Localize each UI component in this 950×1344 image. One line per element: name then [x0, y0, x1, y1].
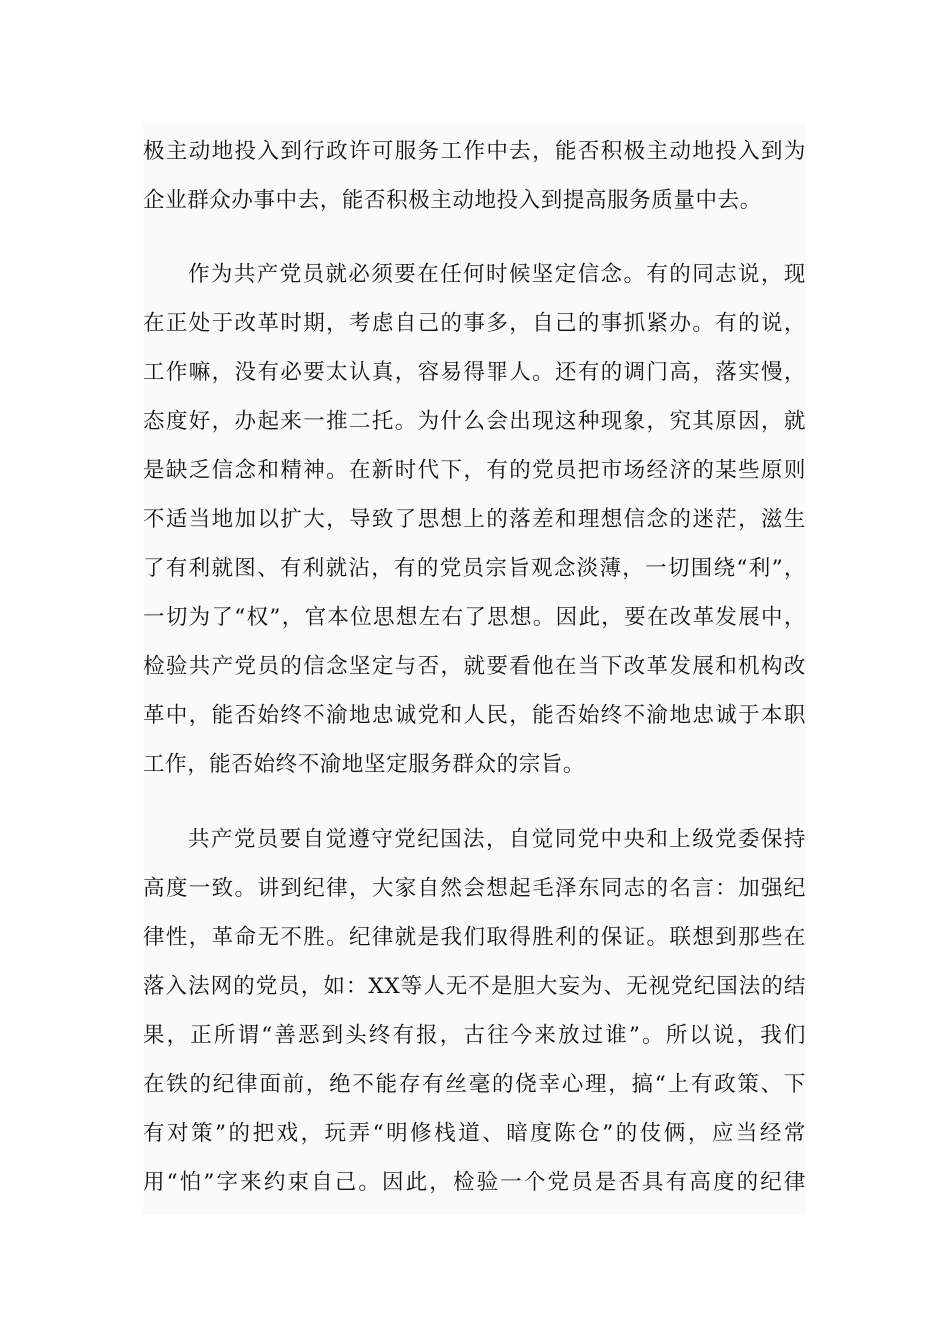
text-line-5: 工作嘛，没有必要太认真，容易得罪人。还有的调门高，落实慢， [143, 360, 806, 385]
text-line-7: 是缺乏信念和精神。在新时代下，有的党员把市场经济的某些原则 [143, 458, 806, 483]
text-line-14: 共产党员要自觉遵守党纪国法，自觉同党中央和上级党委保持 [188, 827, 806, 852]
document-body [143, 123, 806, 1215]
text-line-20: 有对策”的把戏，玩弄“明修栈道、暗度陈仓”的伎俩，应当经常 [143, 1121, 806, 1146]
text-line-15: 高度一致。讲到纪律，大家自然会想起毛泽东同志的名言：加强纪 [143, 876, 806, 901]
text-line-11: 检验共产党员的信念坚定与否，就要看他在当下改革发展和机构改 [143, 654, 806, 679]
text-line-2: 企业群众办事中去，能否积极主动地投入到提高服务质量中去。 [143, 188, 762, 213]
text-line-13: 工作，能否始终不渝地坚定服务群众的宗旨。 [143, 752, 586, 777]
text-line-17: 落入法网的党员，如：XX等人无不是胆大妄为、无视党纪国法的结 [143, 974, 806, 999]
text-line-10: 一切为了“权”，官本位思想左右了思想。因此，要在改革发展中， [143, 605, 806, 630]
text-line-9: 了有利就图、有利就沾，有的党员宗旨观念淡薄，一切围绕“利”， [143, 556, 806, 581]
text-line-16: 律性，革命无不胜。纪律就是我们取得胜利的保证。联想到那些在 [143, 925, 806, 950]
text-line-8: 不适当地加以扩大，导致了思想上的落差和理想信念的迷茫，滋生 [143, 507, 806, 532]
text-line-12: 革中，能否始终不渝地忠诚党和人民，能否始终不渝地忠诚于本职 [143, 703, 806, 728]
text-line-21: 用“怕”字来约束自己。因此，检验一个党员是否具有高度的纪律 [143, 1170, 806, 1195]
text-line-18: 果，正所谓“善恶到头终有报，古往今来放过谁”。所以说，我们 [143, 1023, 806, 1048]
text-line-4: 在正处于改革时期，考虑自己的事多，自己的事抓紧办。有的说， [143, 311, 806, 336]
text-line-19: 在铁的纪律面前，绝不能存有丝毫的侥幸心理，搞“上有政策、下 [143, 1072, 806, 1097]
text-line-6: 态度好，办起来一推二托。为什么会出现这种现象，究其原因，就 [143, 409, 806, 434]
text-line-1: 极主动地投入到行政许可服务工作中去，能否积极主动地投入到为 [143, 139, 806, 164]
text-line-3: 作为共产党员就必须要在任何时候坚定信念。有的同志说，现 [188, 262, 806, 287]
